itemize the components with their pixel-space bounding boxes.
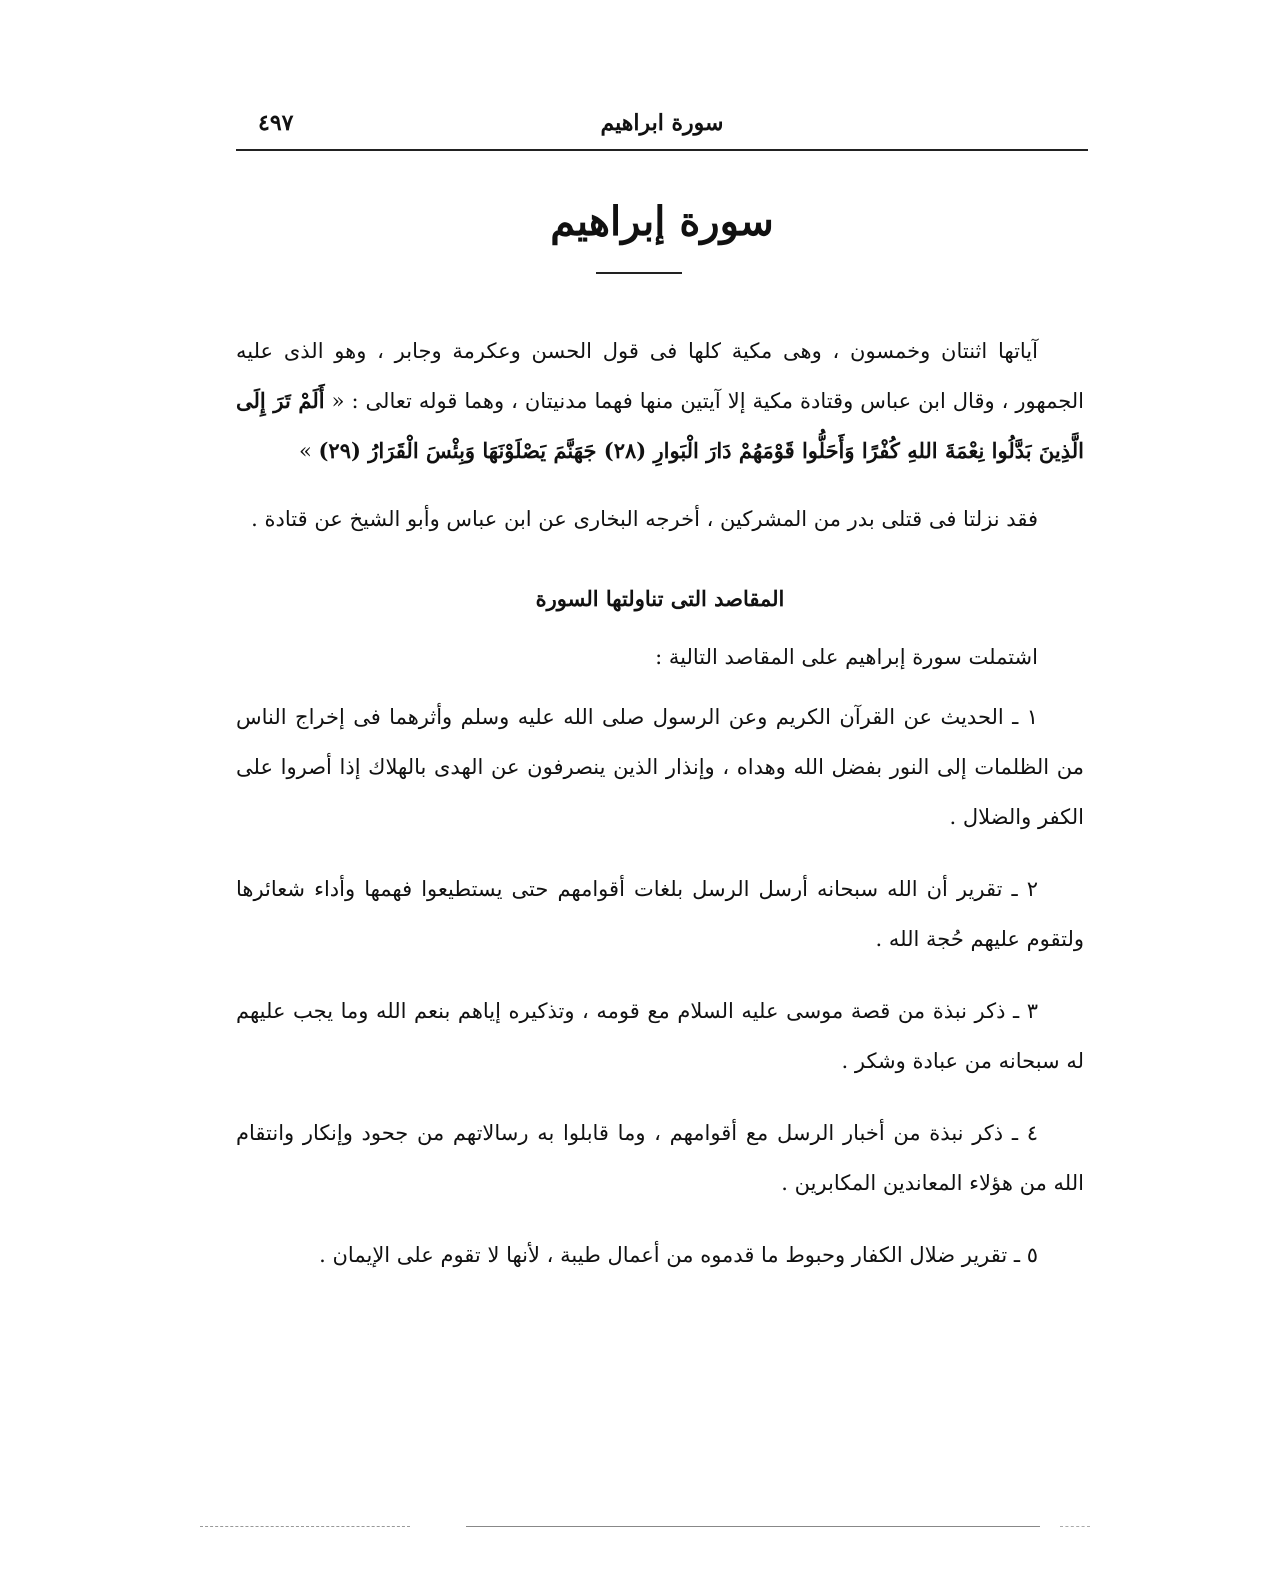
quran-quote: أَلَمْ تَرَ إِلَى الَّذِينَ بَدَّلُوا نِعْمَةَ اللهِ كُفْرًا وَأَحَلُّوا قَوْمَهُمْ دَارَ الْبَوارِ (٢٨) جَهَنَّمَ يَصْلَوْنَهَا وَبِئْسَ الْقَرَارُ (٢٩) [236, 388, 1084, 463]
page-number: ٤٩٧ [258, 110, 294, 136]
header-rule [236, 149, 1088, 151]
surah-title: سورة إبراهيم [550, 198, 774, 245]
quote-close: » [298, 439, 319, 463]
footer-rule [466, 1526, 1040, 1527]
list-item: ١ ـ الحديث عن القرآن الكريم وعن الرسول صلى الله عليه وسلم وأثرهما فى إخراج الناس من الظلمات إلى النور بفضل الله وهداه ، وإنذار الذين ينصرفون عن الهدى بالهلاك إذا أصروا على الكفر والضلال . [236, 705, 1084, 829]
list-item: ٥ ـ تقرير ضلال الكفار وحبوط ما قدموه من أعمال طيبة ، لأنها لا تقوم على الإيمان . [319, 1243, 1038, 1267]
list-item: ٤ ـ ذكر نبذة من أخبار الرسل مع أقوامهم ، وما قابلوا به رسالاتهم من جحود وإنكار وانتقام الله من هؤلاء المعاندين المكابرين . [236, 1121, 1084, 1195]
body-text [236, 326, 1084, 1302]
section-heading: المقاصد التى تناولتها السورة [535, 586, 785, 611]
running-header [236, 102, 1088, 148]
running-title: سورة ابراهيم [600, 110, 724, 136]
intro-text: آياتها اثنتان وخمسون ، وهى مكية كلها فى قول الحسن وعكرمة وجابر ، وهو الذى عليه الجمهور ، وقال ابن عباس وقتادة مكية إلا آيتين منها فهما مدنيتان ، وهما قوله تعالى : « [236, 339, 1084, 413]
footer-rule [200, 1526, 410, 1527]
list-item: ٢ ـ تقرير أن الله سبحانه أرسل الرسل بلغات أقوامهم حتى يستطيعوا فهمها وأداء شعائرها ولتقوم عليهم حُجة الله . [236, 877, 1084, 951]
intro-paragraph [236, 326, 1084, 476]
section-lead: اشتملت سورة إبراهيم على المقاصد التالية : [655, 645, 1038, 669]
footer-rule [1060, 1526, 1090, 1527]
revelation-note: فقد نزلتا فى قتلى بدر من المشركين ، أخرجه البخارى عن ابن عباس وأبو الشيخ عن قتادة . [251, 507, 1038, 531]
title-underline [596, 272, 682, 274]
list-item: ٣ ـ ذكر نبذة من قصة موسى عليه السلام مع قومه ، وتذكيره إياهم بنعم الله وما يجب عليهم له سبحانه من عبادة وشكر . [236, 999, 1084, 1073]
